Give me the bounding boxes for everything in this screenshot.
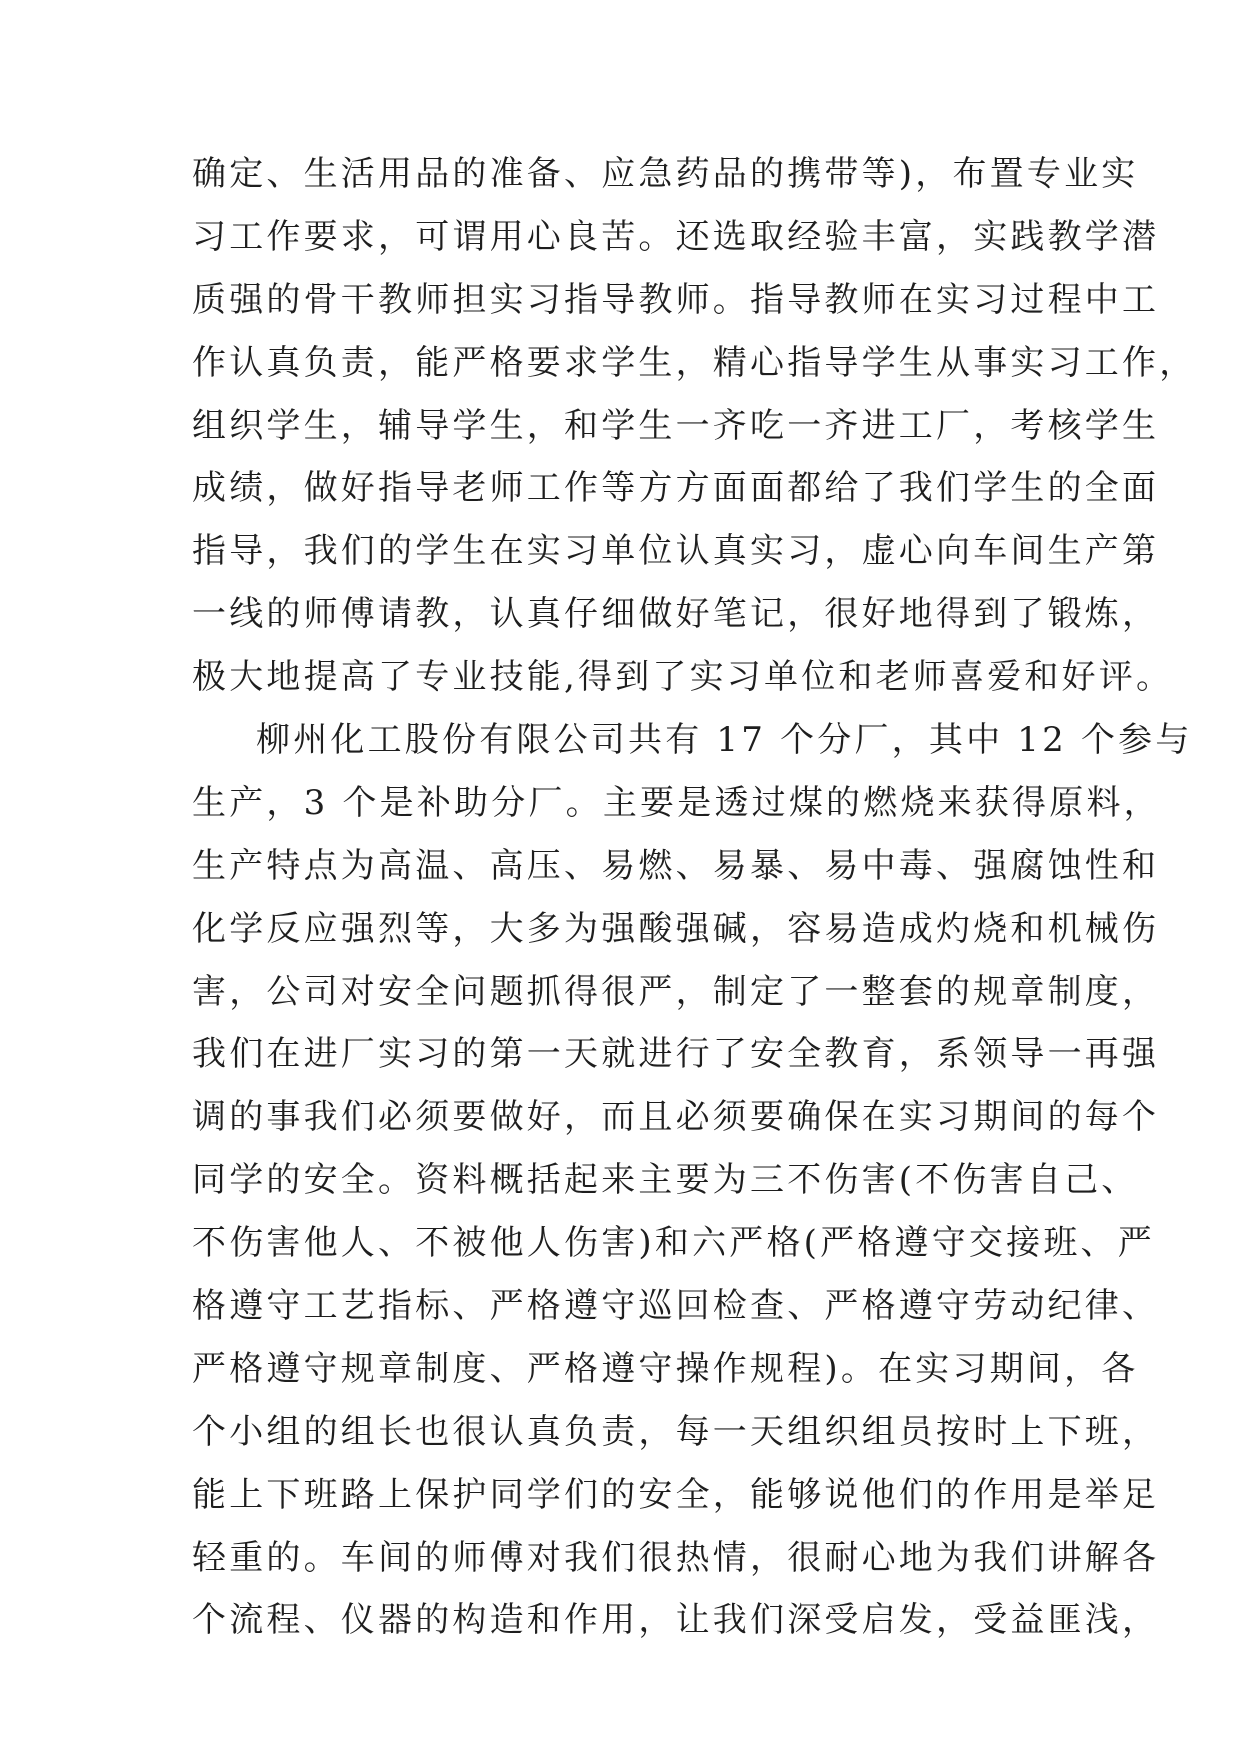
text-line: 化学反应强烈等，大多为强酸强碱，容易造成灼烧和机械伤 bbox=[192, 908, 1160, 949]
text-line: 轻重的。车间的师傅对我们很热情，很耐心地为我们讲解各 bbox=[192, 1537, 1160, 1578]
paragraph-first-line: 柳州化工股份有限公司共有 17 个分厂，其中 12 个参与 bbox=[256, 720, 1193, 761]
text-line: 害，公司对安全问题抓得很严，制定了一整套的规章制度， bbox=[192, 971, 1160, 1012]
text-line: 习工作要求，可谓用心良苦。还选取经验丰富，实践教学潜 bbox=[192, 216, 1160, 257]
text-line: 格遵守工艺指标、严格遵守巡回检查、严格遵守劳动纪律、 bbox=[192, 1286, 1160, 1327]
text-line: 一线的师傅请教，认真仔细做好笔记，很好地得到了锻炼， bbox=[192, 594, 1160, 635]
text-line: 能上下班路上保护同学们的安全，能够说他们的作用是举足 bbox=[192, 1474, 1160, 1515]
text-line: 组织学生，辅导学生，和学生一齐吃一齐进工厂，考核学生 bbox=[192, 405, 1160, 446]
text-line: 调的事我们必须要做好，而且必须要确保在实习期间的每个 bbox=[192, 1097, 1160, 1138]
text-line: 成绩，做好指导老师工作等方方面面都给了我们学生的全面 bbox=[192, 468, 1160, 509]
text-line: 个流程、仪器的构造和作用，让我们深受启发，受益匪浅， bbox=[192, 1600, 1160, 1641]
text-line: 我们在进厂实习的第一天就进行了安全教育，系领导一再强 bbox=[192, 1034, 1160, 1075]
text-line: 确定、生活用品的准备、应急药品的携带等)，布置专业实 bbox=[192, 154, 1139, 194]
text-line: 严格遵守规章制度、严格遵守操作规程)。在实习期间，各 bbox=[192, 1348, 1139, 1389]
text-line: 不伤害他人、不被他人伤害)和六严格(严格遵守交接班、严 bbox=[192, 1223, 1155, 1264]
text-line: 质强的骨干教师担实习指导教师。指导教师在实习过程中工 bbox=[192, 279, 1160, 320]
text-line: 生产特点为高温、高压、易燃、易暴、易中毒、强腐蚀性和 bbox=[192, 845, 1160, 886]
text-line: 同学的安全。资料概括起来主要为三不伤害(不伤害自己、 bbox=[192, 1160, 1139, 1201]
text-line: 极大地提高了专业技能,得到了实习单位和老师喜爱和好评。 bbox=[192, 657, 1174, 698]
text-line: 指导，我们的学生在实习单位认真实习，虚心向车间生产第 bbox=[192, 531, 1160, 572]
text-line: 生产，3 个是补助分厂。主要是透过煤的燃烧来获得原料， bbox=[192, 782, 1161, 823]
text-line: 作认真负责，能严格要求学生，精心指导学生从事实习工作， bbox=[192, 342, 1197, 383]
text-line: 个小组的组长也很认真负责，每一天组织组员按时上下班， bbox=[192, 1411, 1160, 1452]
body-text bbox=[192, 143, 1197, 1652]
